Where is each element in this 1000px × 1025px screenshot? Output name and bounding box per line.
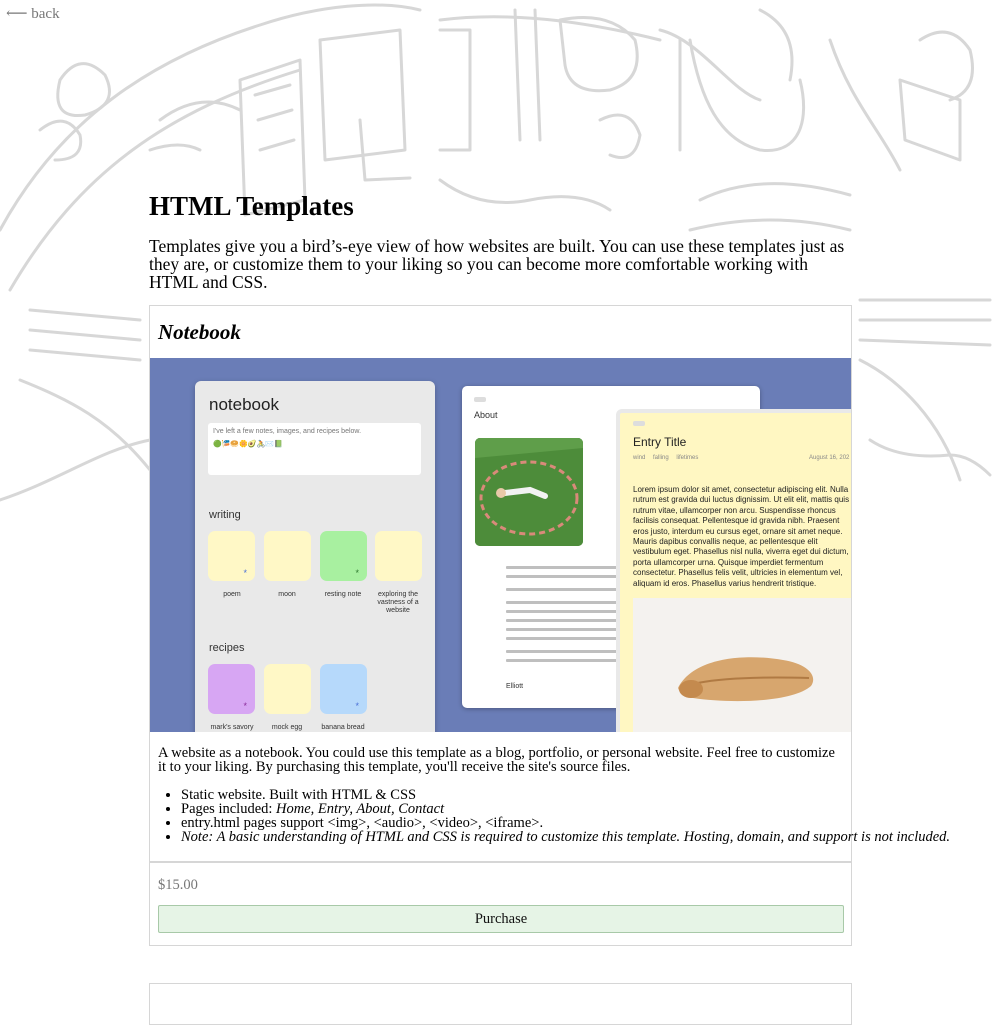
preview-about-photo [475,438,583,546]
page-title: HTML Templates [149,191,354,221]
lawn-photo-icon [475,438,583,546]
preview-section-writing: writing [209,509,241,521]
preview-entry-date: August 16, 202 [809,455,850,461]
feature-item [181,802,871,816]
star-icon: * [243,701,247,711]
preview-notebook-title: notebook [209,395,279,414]
preview-note-box [208,423,421,475]
page-intro: Templates give you a bird’s-eye view of how websites are built. You can use these templates just as they are, or customize them to your liking so you can become more comfortable working with HTML and CSS. [149,236,845,292]
preview-tile-poem [208,531,255,581]
preview-about-signature: Elliott [506,683,524,690]
preview-tile-label: exploring the vastness of a website [377,591,419,614]
preview-note-text: I've left a few notes, images, and recipes below. [213,428,362,435]
preview-tile-banana-bread [320,664,367,714]
preview-tile-label: mark's savory [210,724,254,731]
preview-tile-label: moon [278,591,296,598]
preview-entry-body: Lorem ipsum dolor sit amet, consectetur adipiscing elit. Nulla rutrum est gravida dui luctus dignissim. Ut elit elit, mattis quis rutrum vitae, ullamcorper non arcu. Suspendisse rhoncus facilisis consequat. Pellentesque id gravida nibh. Praesent eros justo, interdum eu cursus eget, ornare sit amet neque. Mauris dapibus convallis neque, ac pellentesque elit vestibulum eget. Phasellus nisl nulla, viverra eget dui dictum, porta ullamcorper urna. Quisque imperdiet fermentum consectetur. Phasellus felis velit, ultricies in elementum vel, aliquam id eros. Phasellus varius hendrerit tristique. [633,485,850,588]
back-link[interactable]: ⟵ back [6,6,60,22]
preview-tile-exploring [375,531,422,581]
preview-section-recipes: recipes [209,642,245,654]
preview-entry-photo [633,598,851,732]
template-title: Notebook [158,320,241,344]
preview-entry-title: Entry Title [633,435,687,449]
preview-notebook-page [195,381,435,732]
purchase-button[interactable]: Purchase [158,905,844,933]
purchase-card [149,862,852,946]
preview-tile-moon [264,531,311,581]
feature-item: • entry.html pages support <img>, <audio>, <video>, <iframe>. [181,816,871,830]
feature-note: • Note: A basic understanding of HTML and CSS is required to customize this template. Hosting, domain, and support is not included. [181,830,871,844]
preview-entry-page [616,409,851,732]
preview-emoji-row: 🟢🎏🥯🌼🥑🚴✉️📗 [213,441,283,448]
template-card [149,305,951,862]
maple-seed-icon [633,598,851,732]
preview-window-dot [633,421,645,426]
preview-tile-resting-note [320,531,367,581]
preview-tile-label: poem [223,591,241,598]
preview-about-title: About [474,410,498,420]
preview-tile-mock-egg [264,664,311,714]
preview-window-dot [474,397,486,402]
preview-tile-marks-savory [208,664,255,714]
preview-tile-label: mock egg [271,724,303,731]
star-icon: * [355,568,359,578]
template-price: $15.00 [158,877,198,893]
template-description: A website as a notebook. You could use this template as a blog, portfolio, or personal website. Feel free to customize it to your liking. By purchasing this template, you'll receive the site's source files. [158,745,835,775]
preview-entry-tags: wind falling lifetimes [633,455,699,461]
template-feature-list [158,787,951,845]
star-icon: * [355,701,359,711]
next-template-card [149,983,852,1025]
feature-item: • Static website. Built with HTML & CSS [181,788,871,802]
preview-tile-label: resting note [324,591,362,598]
template-preview-image [150,358,851,732]
preview-tile-label: banana bread [321,724,365,731]
feature-pages-label: Pages included: [181,801,277,817]
feature-pages-list: Home, Entry, About, Contact [276,801,445,817]
star-icon: * [243,568,247,578]
